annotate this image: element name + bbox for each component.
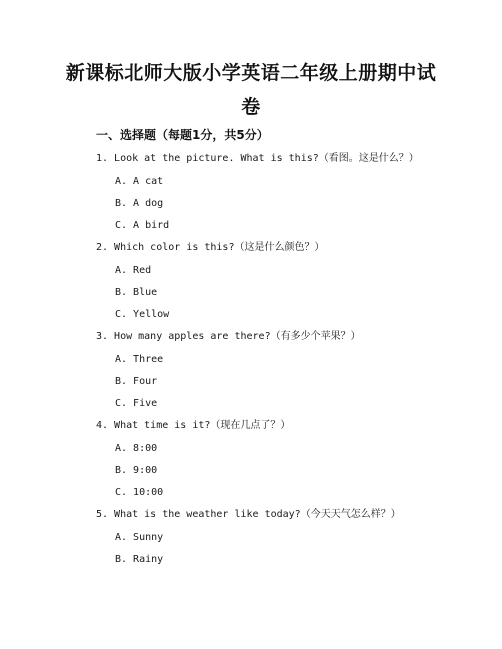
question-1-option-b: B. A dog [115,198,164,209]
question-3-text: 3. How many apples are there?（有多少个苹果？） [96,331,361,342]
question-5-text: 5. What is the weather like today?（今天天气怎么样？） [96,509,401,520]
question-3-option-a: A. Three [115,354,164,365]
question-5-option-b: B. Rainy [115,554,164,565]
question-1-option-a: A. A cat [115,176,164,187]
question-2-option-b: B. Blue [115,287,158,298]
question-5-option-a: A. Sunny [115,532,164,543]
question-3-option-b: B. Four [115,376,158,387]
question-2-text: 2. Which color is this?（这是什么颜色？） [96,242,325,253]
question-4-option-a: A. 8:00 [115,443,158,454]
question-4-option-c: C. 10:00 [115,487,164,498]
document-title-line-2: 卷 [241,96,261,118]
document-title-line-1: 新课标北师大版小学英语二年级上册期中试 [65,62,437,84]
question-4-text: 4. What time is it?（现在几点了？） [96,420,291,431]
question-2-option-a: A. Red [115,265,152,276]
question-1-text: 1. Look at the picture. What is this?（看图。这是什么？） [96,153,419,164]
question-4-option-b: B. 9:00 [115,465,158,476]
section-heading: 一、选择题（每题1分，共5分） [96,128,269,142]
question-3-option-c: C. Five [115,398,158,409]
question-1-option-c: C. A bird [115,220,170,231]
question-2-option-c: C. Yellow [115,309,170,320]
